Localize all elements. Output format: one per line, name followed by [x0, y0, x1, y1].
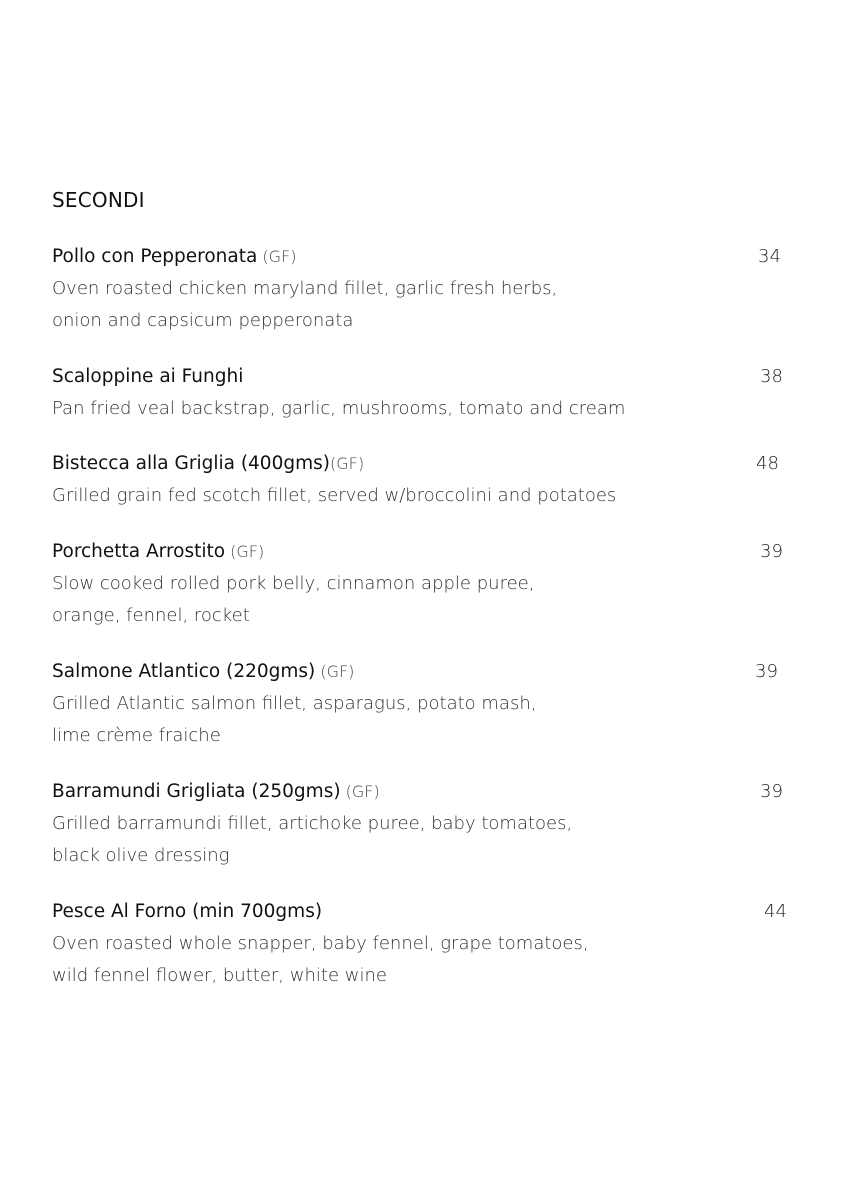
gluten-free-tag: (GF) — [340, 782, 380, 801]
description-line: wild fennel flower, butter, white wine — [52, 965, 387, 986]
menu-item-header — [52, 898, 792, 926]
menu-item-description — [52, 928, 792, 992]
menu-item-name: Barramundi Grigliata (250gms) — [52, 781, 341, 802]
menu-item-header — [52, 658, 792, 686]
menu-item-description — [52, 273, 792, 337]
gluten-free-tag: (GF) — [315, 662, 355, 681]
menu-item-header — [52, 778, 792, 806]
description-line: Oven roasted whole snapper, baby fennel, grape tomatoes, — [52, 933, 589, 954]
description-line: Grilled barramundi fillet, artichoke puree, baby tomatoes, — [52, 813, 573, 834]
menu-item-header — [52, 243, 792, 271]
menu-item-description — [52, 393, 792, 425]
description-line: onion and capsicum pepperonata — [52, 310, 354, 331]
menu-item-description — [52, 808, 792, 872]
description-line: orange, fennel, rocket — [52, 605, 250, 626]
menu-item-price: 48 — [756, 453, 779, 474]
menu-item-bistecca — [52, 450, 792, 512]
menu-item-salmone — [52, 658, 792, 752]
menu-item-name: Salmone Atlantico (220gms) — [52, 661, 316, 682]
description-line: lime crème fraiche — [52, 725, 221, 746]
menu-item-header — [52, 450, 792, 478]
description-line: Grilled grain fed scotch fillet, served w/broccolini and potatoes — [52, 485, 617, 506]
menu-item-pesce — [52, 898, 792, 992]
menu-item-price: 39 — [760, 781, 783, 802]
menu-item-name: Porchetta Arrostito — [52, 541, 226, 562]
gluten-free-tag: (GF) — [257, 247, 297, 266]
menu-item-pollo — [52, 243, 792, 337]
menu-item-description — [52, 568, 792, 632]
menu-item-scaloppine — [52, 363, 792, 425]
gluten-free-tag: (GF) — [225, 542, 265, 561]
menu-item-name: Pollo con Pepperonata — [52, 246, 258, 267]
menu-item-header — [52, 363, 792, 391]
menu-item-price: 44 — [764, 901, 787, 922]
section-title: SECONDI — [52, 188, 145, 212]
menu-item-porchetta — [52, 538, 792, 632]
description-line: Grilled Atlantic salmon fillet, asparagus, potato mash, — [52, 693, 537, 714]
menu-item-price: 34 — [758, 246, 781, 267]
menu-item-name: Scaloppine ai Funghi — [52, 366, 244, 387]
menu-item-description — [52, 688, 792, 752]
menu-item-price: 39 — [760, 541, 783, 562]
description-line: Pan fried veal backstrap, garlic, mushrooms, tomato and cream — [52, 398, 626, 419]
description-line: black olive dressing — [52, 845, 230, 866]
menu-item-header — [52, 538, 792, 566]
menu-item-name: Bistecca alla Griglia (400gms) — [52, 453, 330, 474]
description-line: Oven roasted chicken maryland fillet, garlic fresh herbs, — [52, 278, 558, 299]
menu-item-name: Pesce Al Forno (min 700gms) — [52, 901, 323, 922]
description-line: Slow cooked rolled pork belly, cinnamon apple puree, — [52, 573, 535, 594]
menu-item-price: 39 — [755, 661, 778, 682]
menu-item-description — [52, 480, 792, 512]
menu-item-barramundi — [52, 778, 792, 872]
gluten-free-tag: (GF) — [329, 454, 365, 473]
menu-item-price: 38 — [760, 366, 783, 387]
